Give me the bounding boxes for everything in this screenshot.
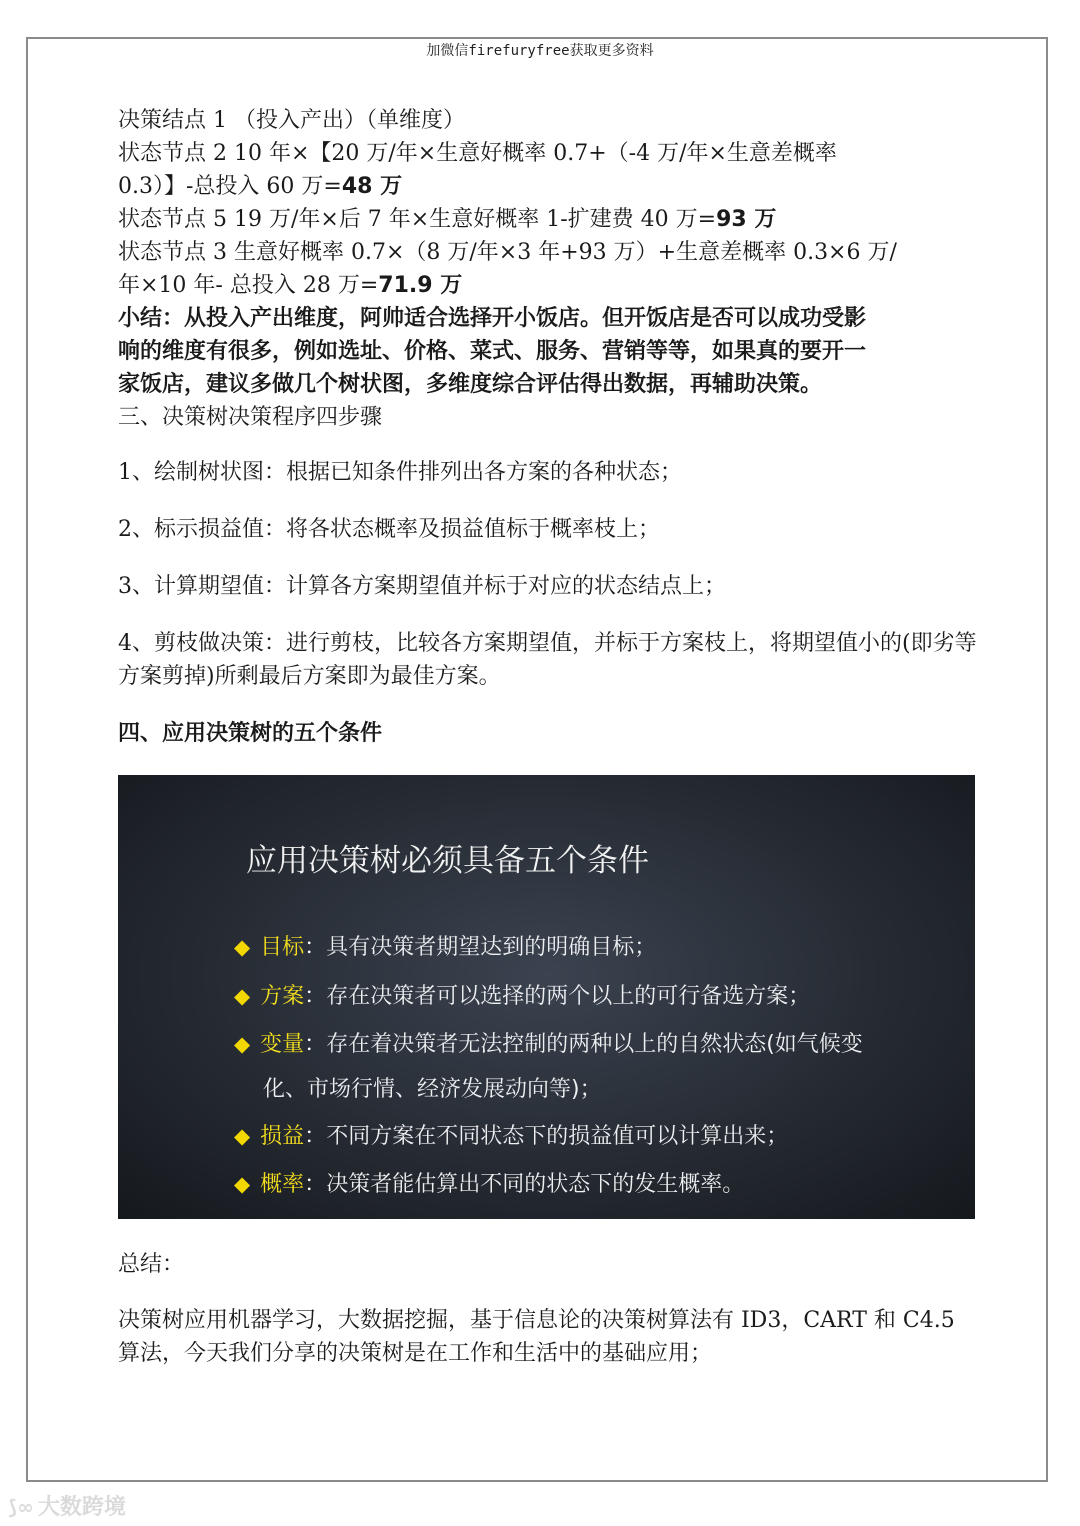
diamond-bullet-icon: ◆ [234,1172,251,1196]
bullet-goal: ◆ 目标：具有决策者期望达到的明确目标； [234,935,657,960]
state-node-3-line2: 年×10 年- 总投入 28 万=71.9 万 [118,273,463,298]
summary-text: 决策树应用机器学习，大数据挖掘，基于信息论的决策树算法有 ID3，CART 和 C4.5 算法，今天我们分享的决策树是在工作和生活中的基础应用； [118,1308,955,1366]
diamond-bullet-icon: ◆ [234,1032,251,1056]
section-3-heading: 三、决策树决策程序四步骤 [118,405,383,430]
slide-title: 应用决策树必须具备五个条件 [246,843,649,879]
conditions-slide-image [118,775,975,1219]
decision-node-1: 决策结点 1 （投入产出）（单维度） [118,108,465,133]
diamond-bullet-icon: ◆ [234,1124,251,1148]
state-node-2-line2: 0.3）】-总投入 60 万=48 万 [118,174,403,199]
bullet-variable: ◆ 变量：存在着决策者无法控制的两种以上的自然状态(如气候变 [234,1032,863,1057]
watermark-logo-icon: ⟆∞ [8,1495,34,1519]
diamond-bullet-icon: ◆ [234,935,251,959]
summary-section [118,1248,978,1370]
section-4-heading: 四、应用决策树的五个条件 [118,720,383,746]
bullet-plan: ◆ 方案：存在决策者可以选择的两个以上的可行备选方案； [234,984,811,1009]
watermark-logo: ⟆∞ 大数跨境 [8,1495,126,1520]
step-2: 2、标示损益值：将各状态概率及损益值标于概率枝上； [118,517,660,542]
document-body [118,104,978,750]
summary-line-2: 响的维度有很多，例如选址、价格、菜式、服务、营销等等，如果真的要开一 [118,338,867,364]
bullet-probability: ◆ 概率：决策者能估算出不同的状态下的发生概率。 [234,1172,745,1197]
bullet-variable-continued: 化、市场行情、经济发展动向等)； [263,1077,602,1102]
diamond-bullet-icon: ◆ [234,984,251,1008]
state-node-3-result: 71.9 万 [378,273,463,298]
bullet-profit-loss: ◆ 损益：不同方案在不同状态下的损益值可以计算出来； [234,1124,789,1149]
summary-label: 总结： [118,1252,185,1277]
state-node-2-line1: 状态节点 2 10 年×【20 万/年×生意好概率 0.7+（-4 万/年×生意差概率 [118,141,837,166]
page-header: 加微信firefuryfree获取更多资料 [426,43,654,59]
step-4: 4、剪枝做决策：进行剪枝，比较各方案期望值，并标于方案枝上，将期望值小的(即劣等方案剪掉)所剩最后方案即为最佳方案。 [118,631,977,689]
state-node-5-result: 93 万 [716,207,777,232]
state-node-2-result: 48 万 [341,174,403,199]
summary-line-3: 家饭店，建议多做几个树状图，多维度综合评估得出数据，再辅助决策。 [118,371,823,397]
state-node-3-line1: 状态节点 3 生意好概率 0.7×（8 万/年×3 年+93 万）+生意差概率 0.3×6 万/ [118,240,897,265]
step-3: 3、计算期望值：计算各方案期望值并标于对应的状态结点上； [118,574,726,599]
step-1: 1、绘制树状图：根据已知条件排列出各方案的各种状态； [118,460,682,485]
summary-line-1: 小结：从投入产出维度，阿帅适合选择开小饭店。但开饭店是否可以成功受影 [118,305,867,331]
state-node-5: 状态节点 5 19 万/年×后 7 年×生意好概率 1-扩建费 40 万=93 万 [118,207,777,232]
